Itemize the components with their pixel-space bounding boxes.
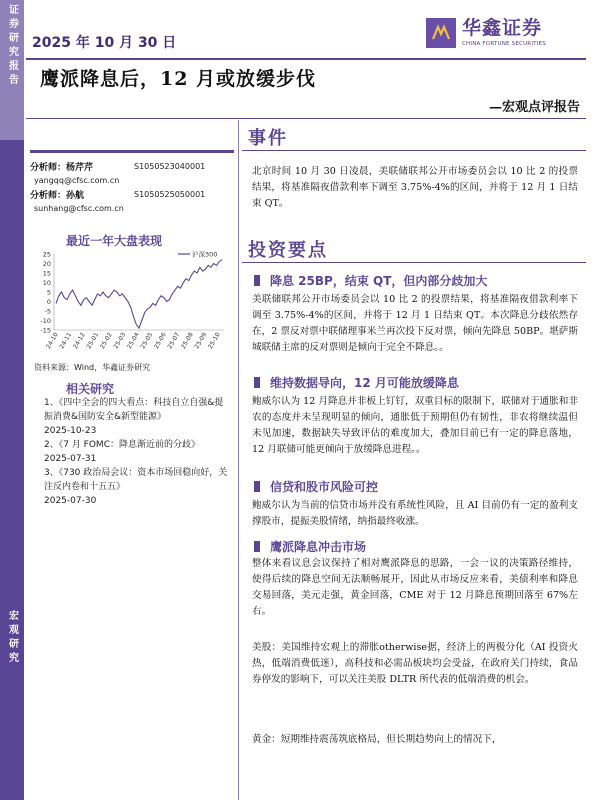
investment-rule <box>242 262 586 263</box>
logo-name-cn: 华鑫证券 <box>462 17 543 39</box>
analyst-code: S1050525050001 <box>134 189 206 199</box>
report-title: 鹰派降息后，12 月或放缓步伐 <box>40 68 317 90</box>
chart-title: 最近一年大盘表现 <box>66 234 163 248</box>
point-heading: 维持数据导向，12 月可能放缓降息 <box>254 374 459 391</box>
us-stocks-paragraph: 美股：美国维持宏观上的滞胀otherwise据，经济上的两极分化（AI 投资火热，低端消费低迷），高科技和必需品板块均会受益，在政府关门持续，食品券停发的影响下，可以关注美股 DLTR 所代表的低端消费的机会。 <box>252 642 578 685</box>
event-title: 事件 <box>248 128 288 149</box>
y-tick-label: 10 <box>42 279 51 287</box>
point-heading: 鹰派降息冲击市场 <box>254 538 366 555</box>
x-tick-label: 24-10 <box>44 331 60 351</box>
company-logo <box>426 18 546 48</box>
legend-label: 沪深300 <box>192 250 218 259</box>
investment-title: 投资要点 <box>248 240 328 261</box>
research-title: 相关研究 <box>66 382 115 396</box>
analyst-row: 分析师：孙航 S1050525050001 <box>30 189 206 201</box>
report-subtitle: —宏观点评报告 <box>488 100 580 115</box>
analyst-name: 杨芹芹 <box>66 162 94 173</box>
x-tick-label: 25-09 <box>193 331 209 351</box>
x-tick-label: 25-03 <box>112 331 128 351</box>
analyst-email[interactable]: sunhang@cfsc.com.cn <box>34 203 124 213</box>
x-tick-label: 25-04 <box>125 331 141 351</box>
series-line <box>56 260 222 328</box>
research-item[interactable]: 1、《四中全会的四大看点：科技自立自强&提振消费&国防安全&新型能源》 2025-10-23 <box>44 398 224 436</box>
research-item[interactable]: 2、《7 月 FOMC：降息渐近前的分歧》 2025-07-31 <box>44 440 200 464</box>
research-item[interactable]: 3、《730 政治局会议：资本市场回稳向好，关注反内卷和十五五》 2025-07-30 <box>44 468 228 506</box>
market-chart <box>30 246 230 368</box>
x-tick-label: 25-06 <box>152 331 168 351</box>
bullet-icon <box>254 275 260 286</box>
header-rule <box>26 58 586 60</box>
x-tick-label: 25-01 <box>85 331 101 351</box>
chart-svg <box>30 246 230 368</box>
point-body: 整体来看议息会议保持了相对鹰派降息的思路，一会一议的决策路径维持，使得后续的降息空间无法顺畅展开，因此从市场反应来看，美债利率和降息交易回落，美元走强，黄金回落，CME 对于 12 月降息预期回落至 67%左右。 <box>252 558 578 617</box>
bullet-icon <box>254 377 260 388</box>
x-tick-label: 25-08 <box>179 331 195 351</box>
y-tick-label: 0 <box>46 298 51 306</box>
x-tick-label: 25-10 <box>206 331 222 351</box>
y-tick-label: -5 <box>44 307 51 316</box>
x-tick-label: 24-12 <box>71 331 87 351</box>
x-tick-label: 25-02 <box>98 331 114 351</box>
x-tick-label: 24-11 <box>58 331 74 351</box>
point-body: 美联储联邦公开市场委员会以 10 比 2 的投票结果，将基准隔夜借款利率下调至 3.75%-4%的区间，并将于 12 月 1 日结束 QT。本次降息分歧依然存在，2 票反对票中联储理事米兰再次投下反对票，倾向先降息 50BP。堪萨斯城联储主席的反对票则是倾向于完全不降息。。 <box>252 294 578 353</box>
column-divider <box>238 120 239 800</box>
event-body: 北京时间 10 月 30 日凌晨，美联储联邦公开市场委员会以 10 比 2 的投票结果，将基准隔夜借款利率下调至 3.75%-4%的区间，并将于 12 月 1 日结束 QT。 <box>252 166 578 209</box>
logo-mark-icon <box>426 18 456 48</box>
bullet-icon <box>254 481 260 492</box>
y-tick-label: 20 <box>42 260 51 268</box>
y-tick-label: -10 <box>40 317 51 325</box>
side-label-bottom: 宏观研究 <box>6 610 18 666</box>
research-list <box>44 396 230 508</box>
side-label-top: 证券研究报告 <box>0 0 24 140</box>
analyst-email[interactable]: yangqq@cfsc.com.cn <box>34 175 120 185</box>
event-rule <box>242 150 586 151</box>
analyst-name: 孙航 <box>66 190 85 201</box>
title-rule <box>26 118 586 119</box>
point-body: 鲍威尔认为当前的信贷市场并没有系统性风险，且 AI 目前仍有一定的盈利支撑股市，提振美股情绪，纳指最终收涨。 <box>252 500 578 527</box>
chart-source: 资料来源：Wind，华鑫证券研究 <box>34 363 151 372</box>
report-date: 2025 年 10 月 30 日 <box>32 35 177 51</box>
y-tick-label: 25 <box>42 250 51 259</box>
analyst-box <box>30 153 234 221</box>
analyst-row: 分析师：杨芹芹 S1050523040001 <box>30 161 206 173</box>
x-tick-label: 25-05 <box>139 331 155 351</box>
point-heading: 信贷和股市风险可控 <box>254 478 378 495</box>
point-heading: 降息 25BP，结束 QT，但内部分歧加大 <box>254 272 487 289</box>
x-tick-label: 25-07 <box>166 331 182 351</box>
y-tick-label: 5 <box>46 288 51 297</box>
analyst-code: S1050523040001 <box>134 161 206 171</box>
logo-name-en: CHINA FORTUNE SECURITIES <box>462 41 546 47</box>
point-body: 鲍威尔认为 12 月降息并非板上钉钉，双重目标的限制下，联储对于通胀和非农的态度并未呈现明显的倾向，通胀低于预期但仍有韧性，非农将继续温但未见加速，数据缺失导致评估的难度加大，叠加目前已有一定的降息落地，12 月联储可能更倾向于放缓降息进程。。 <box>252 396 578 455</box>
y-tick-label: -15 <box>40 326 51 335</box>
y-tick-label: 15 <box>42 269 51 278</box>
gold-paragraph: 黄金：短期维持震荡筑底格局，但长期趋势向上的情况下， <box>252 734 502 745</box>
bullet-icon <box>254 541 260 552</box>
